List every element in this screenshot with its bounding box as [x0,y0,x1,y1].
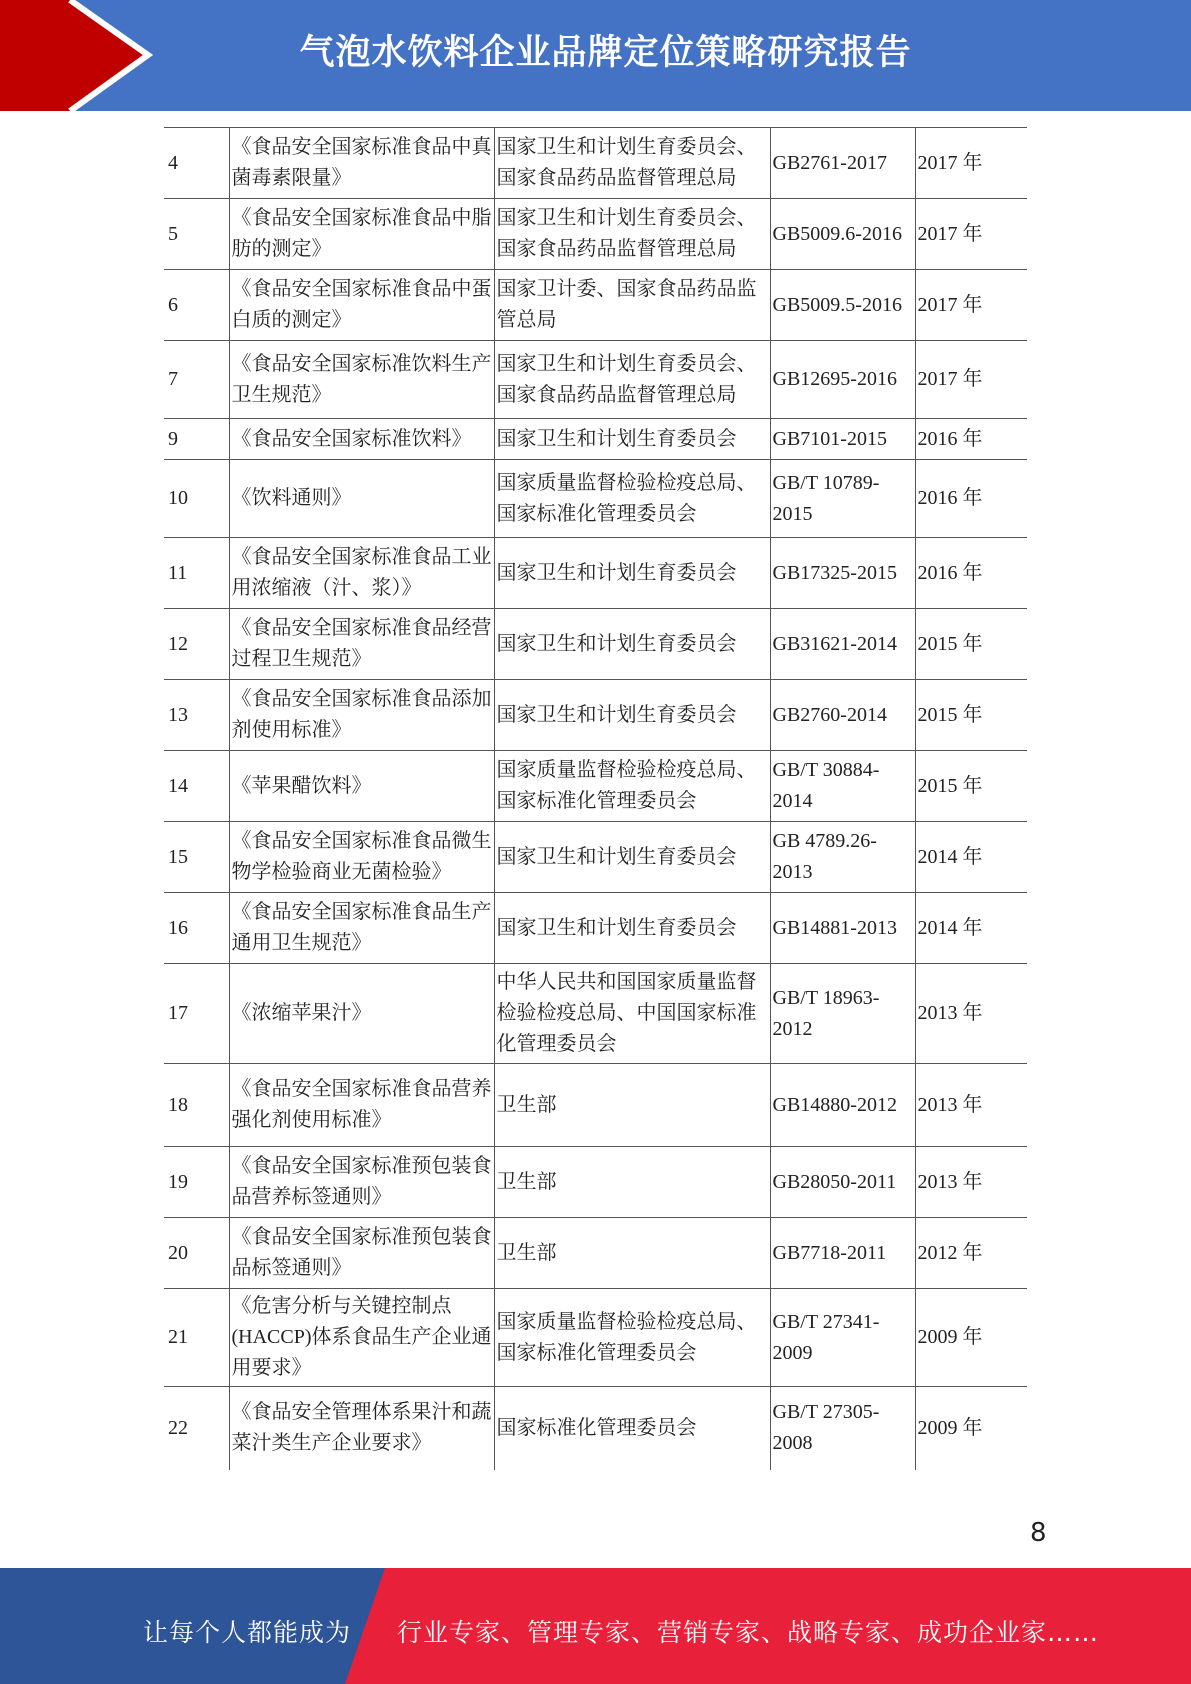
table-row [164,893,1027,964]
effective-year-cell: 2012 年 [915,1218,1027,1289]
issuing-authority-cell: 国家质量监督检验检疫总局、国家标准化管理委员会 [494,1289,770,1387]
standard-code-cell: GB7718-2011 [770,1218,915,1289]
issuing-authority-cell: 国家卫计委、国家食品药品监管总局 [494,270,770,341]
issuing-authority-cell: 国家质量监督检验检疫总局、国家标准化管理委员会 [494,460,770,538]
row-index-cell: 21 [164,1289,229,1387]
table-row [164,964,1027,1064]
table-row [164,538,1027,609]
effective-year-cell: 2013 年 [915,1064,1027,1147]
issuing-authority-cell: 国家质量监督检验检疫总局、国家标准化管理委员会 [494,751,770,822]
standard-code-cell: GB14880-2012 [770,1064,915,1147]
row-index-cell: 12 [164,609,229,680]
table-row [164,1387,1027,1470]
row-index-cell: 16 [164,893,229,964]
standard-name-cell: 《食品安全国家标准食品微生物学检验商业无菌检验》 [229,822,494,893]
table-row [164,270,1027,341]
row-index-cell: 10 [164,460,229,538]
effective-year-cell: 2014 年 [915,893,1027,964]
effective-year-cell: 2016 年 [915,419,1027,460]
table-row [164,128,1027,199]
standard-code-cell: GB/T 27341-2009 [770,1289,915,1387]
standard-code-cell: GB/T 10789-2015 [770,460,915,538]
standard-code-cell: GB14881-2013 [770,893,915,964]
effective-year-cell: 2015 年 [915,751,1027,822]
row-index-cell: 17 [164,964,229,1064]
row-index-cell: 18 [164,1064,229,1147]
standard-code-cell: GB/T 30884-2014 [770,751,915,822]
standard-code-cell: GB/T 27305-2008 [770,1387,915,1470]
row-index-cell: 15 [164,822,229,893]
issuing-authority-cell: 国家标准化管理委员会 [494,1387,770,1470]
table-row [164,680,1027,751]
standard-name-cell: 《食品安全国家标准食品工业用浓缩液（汁、浆）》 [229,538,494,609]
effective-year-cell: 2009 年 [915,1387,1027,1470]
row-index-cell: 5 [164,199,229,270]
standard-name-cell: 《浓缩苹果汁》 [229,964,494,1064]
standard-name-cell: 《食品安全国家标准饮料》 [229,419,494,460]
standard-name-cell: 《食品安全国家标准食品中脂肪的测定》 [229,199,494,270]
effective-year-cell: 2017 年 [915,199,1027,270]
table-row [164,609,1027,680]
standard-code-cell: GB31621-2014 [770,609,915,680]
issuing-authority-cell: 中华人民共和国国家质量监督检验检疫总局、中国国家标准化管理委员会 [494,964,770,1064]
issuing-authority-cell: 国家卫生和计划生育委员会、国家食品药品监督管理总局 [494,341,770,419]
table-row [164,751,1027,822]
issuing-authority-cell: 国家卫生和计划生育委员会 [494,893,770,964]
standard-name-cell: 《食品安全管理体系果汁和蔬菜汁类生产企业要求》 [229,1387,494,1470]
effective-year-cell: 2017 年 [915,341,1027,419]
issuing-authority-cell: 国家卫生和计划生育委员会 [494,680,770,751]
effective-year-cell: 2009 年 [915,1289,1027,1387]
standard-code-cell: GB28050-2011 [770,1147,915,1218]
standard-code-cell: GB12695-2016 [770,341,915,419]
standard-code-cell: GB 4789.26-2013 [770,822,915,893]
issuing-authority-cell: 卫生部 [494,1218,770,1289]
standard-code-cell: GB7101-2015 [770,419,915,460]
standard-code-cell: GB17325-2015 [770,538,915,609]
standard-name-cell: 《饮料通则》 [229,460,494,538]
effective-year-cell: 2015 年 [915,609,1027,680]
row-index-cell: 13 [164,680,229,751]
standard-name-cell: 《食品安全国家标准预包装食品标签通则》 [229,1218,494,1289]
standard-name-cell: 《食品安全国家标准食品添加剂使用标准》 [229,680,494,751]
standard-code-cell: GB5009.5-2016 [770,270,915,341]
table-row [164,341,1027,419]
standard-name-cell: 《食品安全国家标准食品中蛋白质的测定》 [229,270,494,341]
table-row [164,1147,1027,1218]
effective-year-cell: 2013 年 [915,1147,1027,1218]
page-header [0,0,1191,111]
row-index-cell: 20 [164,1218,229,1289]
standard-code-cell: GB2761-2017 [770,128,915,199]
issuing-authority-cell: 卫生部 [494,1147,770,1218]
table-row [164,822,1027,893]
issuing-authority-cell: 卫生部 [494,1064,770,1147]
row-index-cell: 11 [164,538,229,609]
effective-year-cell: 2017 年 [915,270,1027,341]
standard-name-cell: 《食品安全国家标准饮料生产卫生规范》 [229,341,494,419]
standard-code-cell: GB5009.6-2016 [770,199,915,270]
footer-slogan-left: 让每个人都能成为 [143,1618,352,1647]
standard-name-cell: 《食品安全国家标准食品中真菌毒素限量》 [229,128,494,199]
standards-table [164,127,1027,1470]
standard-name-cell: 《食品安全国家标准预包装食品营养标签通则》 [229,1147,494,1218]
table-row [164,199,1027,270]
row-index-cell: 6 [164,270,229,341]
table-row [164,1218,1027,1289]
issuing-authority-cell: 国家卫生和计划生育委员会 [494,419,770,460]
table-row [164,1064,1027,1147]
effective-year-cell: 2015 年 [915,680,1027,751]
footer-slogan-right: 行业专家、管理专家、营销专家、战略专家、成功企业家…… [397,1618,1100,1647]
row-index-cell: 14 [164,751,229,822]
page-number: 8 [1030,1518,1047,1548]
row-index-cell: 22 [164,1387,229,1470]
row-index-cell: 19 [164,1147,229,1218]
table-row [164,419,1027,460]
standard-name-cell: 《食品安全国家标准食品经营过程卫生规范》 [229,609,494,680]
table-row [164,460,1027,538]
effective-year-cell: 2013 年 [915,964,1027,1064]
effective-year-cell: 2017 年 [915,128,1027,199]
row-index-cell: 4 [164,128,229,199]
row-index-cell: 7 [164,341,229,419]
issuing-authority-cell: 国家卫生和计划生育委员会 [494,609,770,680]
standard-name-cell: 《危害分析与关键控制点(HACCP)体系食品生产企业通用要求》 [229,1289,494,1387]
standard-code-cell: GB2760-2014 [770,680,915,751]
effective-year-cell: 2016 年 [915,538,1027,609]
standard-name-cell: 《食品安全国家标准食品生产通用卫生规范》 [229,893,494,964]
issuing-authority-cell: 国家卫生和计划生育委员会 [494,538,770,609]
report-title: 气泡水饮料企业品牌定位策略研究报告 [299,33,912,73]
issuing-authority-cell: 国家卫生和计划生育委员会、国家食品药品监督管理总局 [494,199,770,270]
issuing-authority-cell: 国家卫生和计划生育委员会、国家食品药品监督管理总局 [494,128,770,199]
standard-name-cell: 《食品安全国家标准食品营养强化剂使用标准》 [229,1064,494,1147]
table-row [164,1289,1027,1387]
standard-code-cell: GB/T 18963-2012 [770,964,915,1064]
effective-year-cell: 2016 年 [915,460,1027,538]
row-index-cell: 9 [164,419,229,460]
standard-name-cell: 《苹果醋饮料》 [229,751,494,822]
issuing-authority-cell: 国家卫生和计划生育委员会 [494,822,770,893]
effective-year-cell: 2014 年 [915,822,1027,893]
